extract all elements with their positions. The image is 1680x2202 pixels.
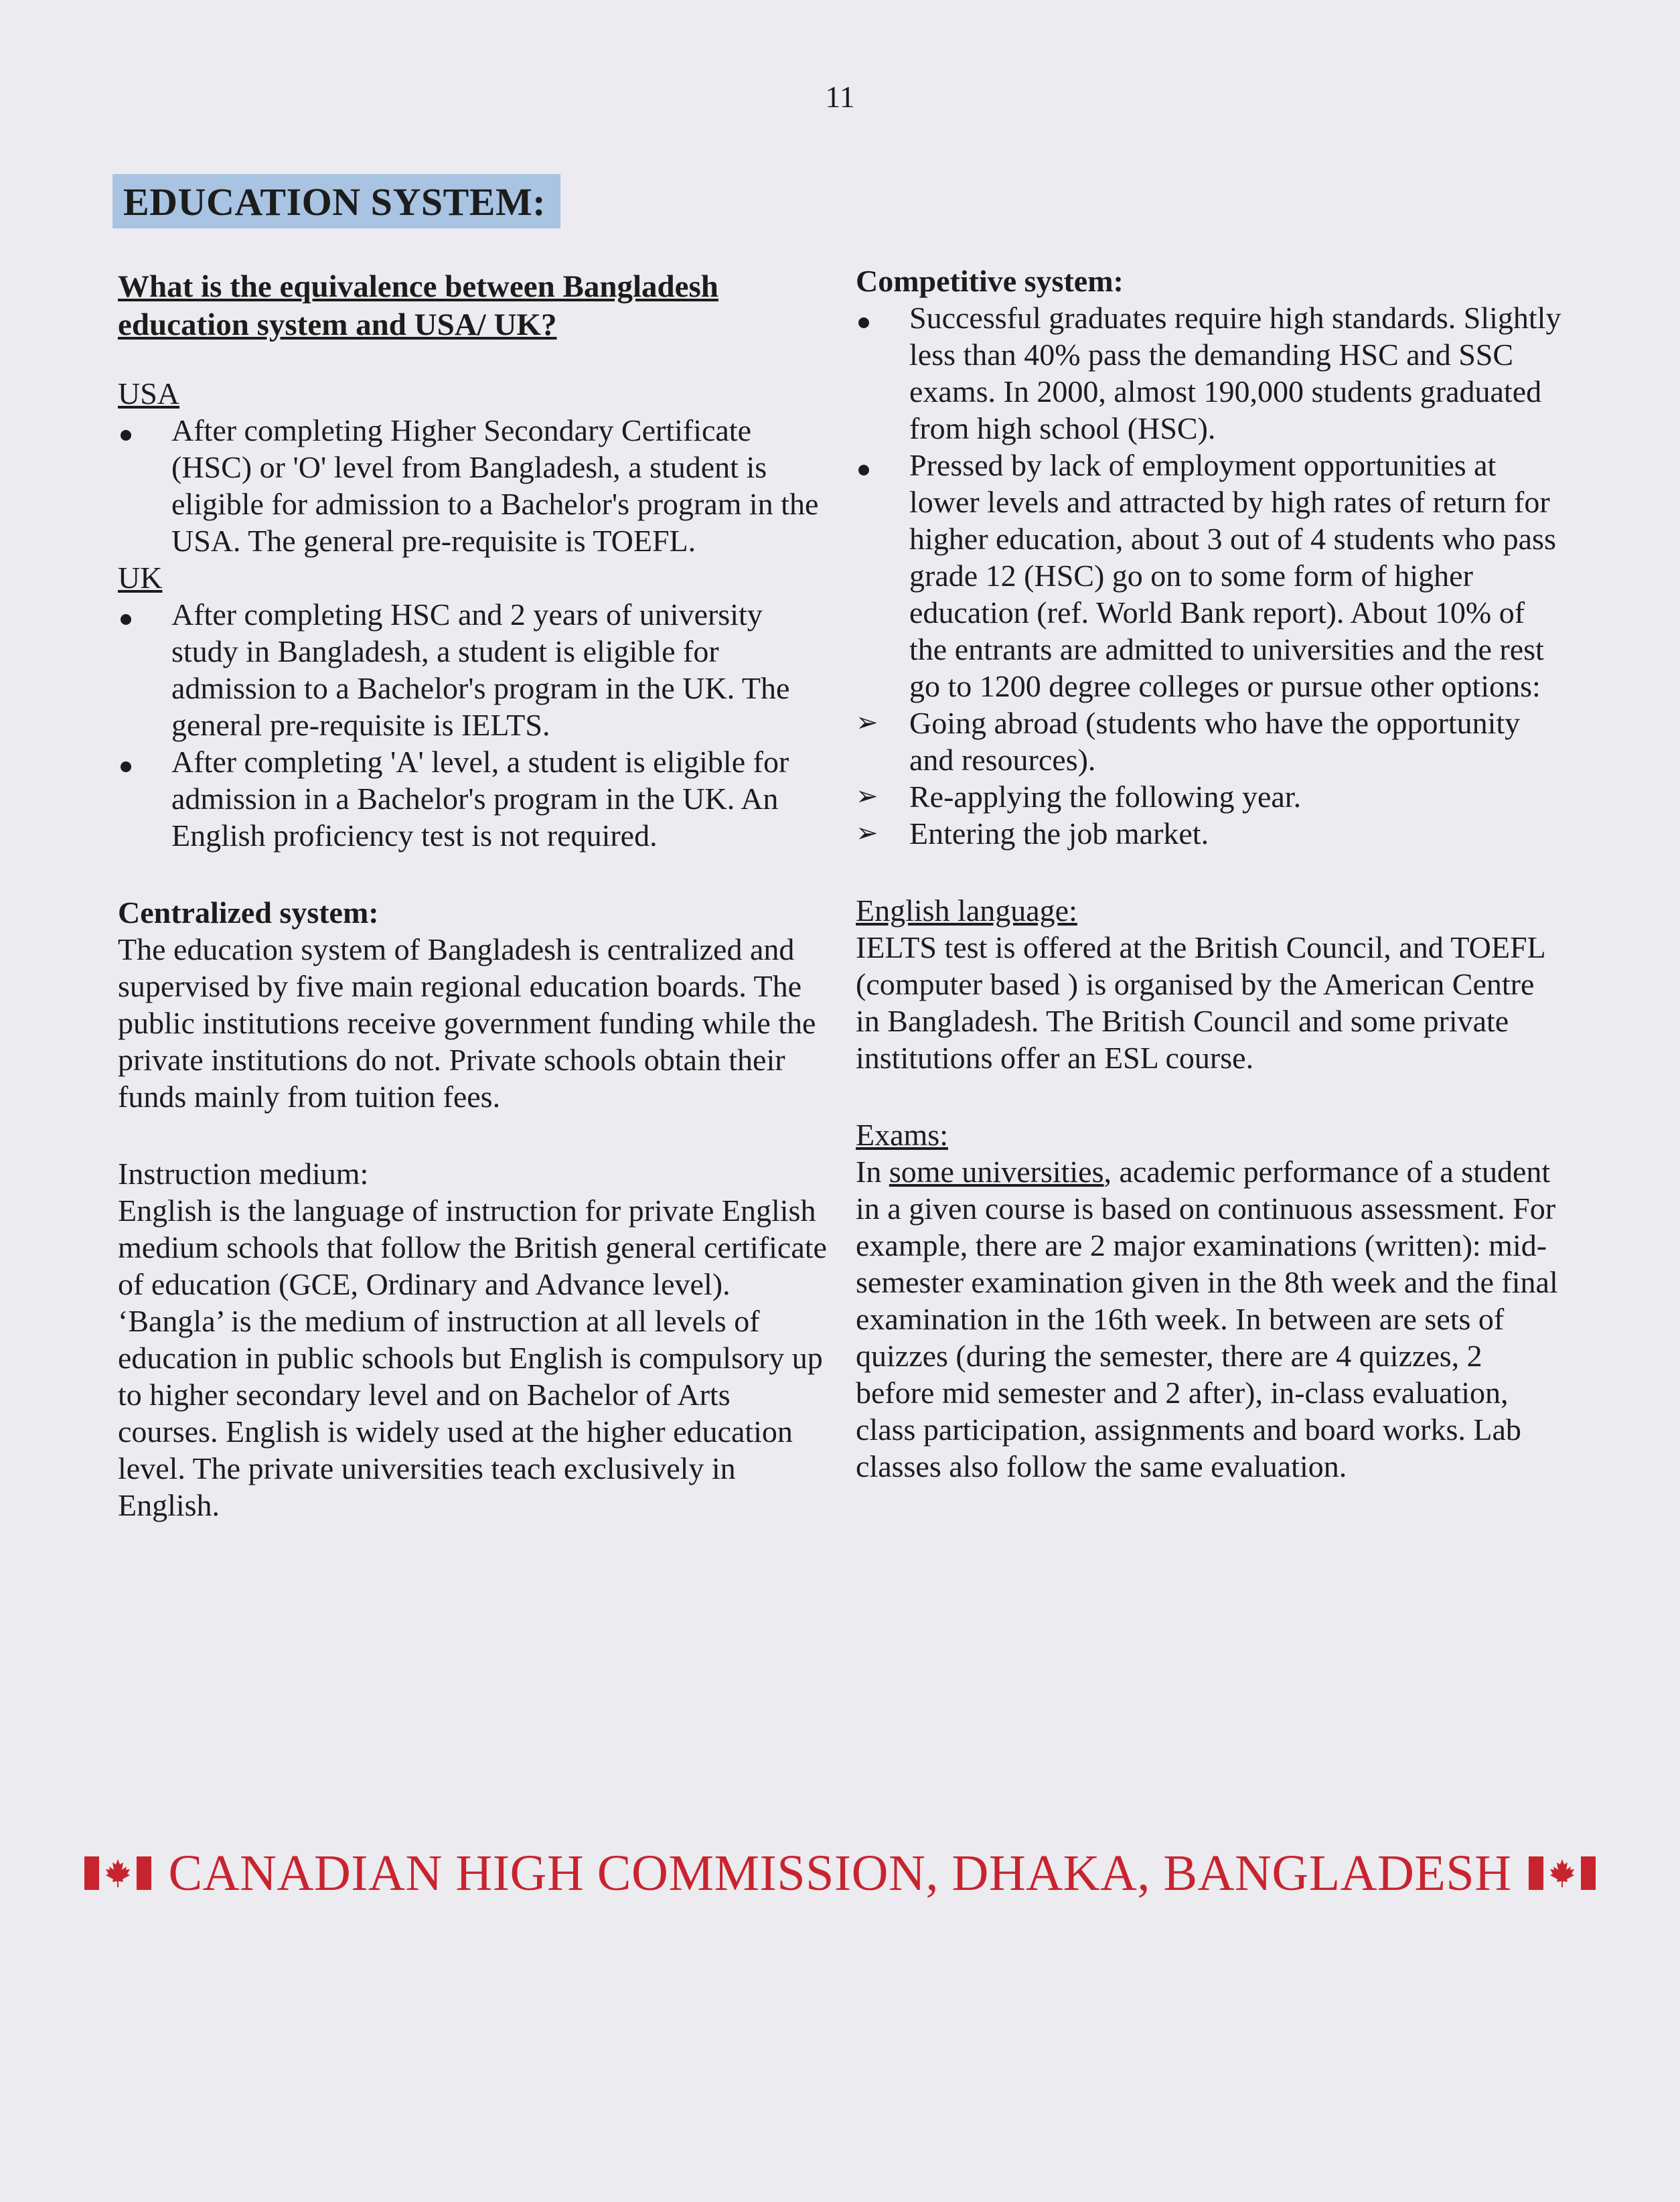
- bullet-icon: [858, 317, 869, 328]
- bullet-icon: [121, 430, 131, 441]
- footer-banner: [0, 1843, 1680, 1903]
- bullet-icon: [121, 761, 131, 772]
- options-list: [856, 705, 1566, 852]
- bullet-icon: [858, 465, 869, 475]
- arrow-right-icon: ➢: [856, 707, 879, 738]
- list-item: Successful graduates require high standards. Slightly less than 40% pass the demanding HSC and SSC exams. In 2000, almost 190,000 students graduated from high school (HSC).: [856, 299, 1566, 447]
- centralized-heading: Centralized system:: [118, 895, 379, 930]
- exams-heading: Exams:: [856, 1118, 948, 1152]
- uk-heading: UK: [118, 561, 163, 595]
- footer-text: CANADIAN HIGH COMMISSION, DHAKA, BANGLADESH: [168, 1844, 1512, 1901]
- equivalence-question: What is the equivalence between Bangladesh education system and USA/ UK?: [118, 269, 718, 342]
- competitive-heading: Competitive system:: [856, 264, 1124, 298]
- list-item: Pressed by lack of employment opportunities at lower levels and attracted by high rates of return for higher education, about 3 out of 4 students who pass grade 12 (HSC) go on to some form of higher education (ref. World Bank report). About 10% of the entrants are admitted to universities and the rest go to 1200 degree colleges or pursue other options:: [856, 447, 1566, 705]
- left-column: [118, 268, 828, 1524]
- list-item: After completing 'A' level, a student is eligible for admission in a Bachelor's program in the UK. An English proficiency test is not required.: [118, 743, 828, 854]
- instruction-text: English is the language of instruction for private English medium schools that follow the British general certificate of education (GCE, Ordinary and Advance level). ‘Bangla’ is the medium of instruction at all levels of education in public schools but English is compulsory up to higher secondary level and on Bachelor of Arts courses. English is widely used at the higher education level. The private universities teach exclusively in English.: [118, 1193, 827, 1522]
- list-item: After completing HSC and 2 years of university study in Bangladesh, a student is eligible for admission to a Bachelor's program in the UK. The general pre-requisite is IELTS.: [118, 596, 828, 743]
- list-item: ➢ Going abroad (students who have the opportunity and resources).: [856, 706, 1521, 777]
- english-heading: English language:: [856, 893, 1077, 928]
- right-column: [856, 263, 1566, 1485]
- arrow-right-icon: ➢: [856, 781, 879, 812]
- usa-list: [118, 412, 828, 559]
- english-text: IELTS test is offered at the British Council, and TOEFL (computer based ) is organised by the American Centre in Bangladesh. The British Council and some private institutions offer an ESL course.: [856, 930, 1545, 1075]
- list-item: After completing Higher Secondary Certificate (HSC) or 'O' level from Bangladesh, a student is eligible for admission to a Bachelor's program in the USA. The general pre-requisite is TOEFL.: [118, 412, 828, 559]
- centralized-text: The education system of Bangladesh is centralized and supervised by five main regional education boards. The public institutions receive government funding while the private institutions do not. Private schools obtain their funds mainly from tuition fees.: [118, 932, 816, 1114]
- page-title: EDUCATION SYSTEM:: [112, 174, 560, 228]
- canadian-flag-icon: [84, 1856, 151, 1890]
- uk-list: [118, 596, 828, 854]
- list-item: ➢ Entering the job market.: [856, 816, 1209, 851]
- usa-heading: USA: [118, 376, 180, 411]
- competitive-list: [856, 299, 1566, 705]
- list-item: ➢ Re-applying the following year.: [856, 780, 1302, 814]
- bullet-icon: [121, 614, 131, 625]
- page-number: 11: [825, 80, 855, 114]
- exams-text: In some universities, academic performance of a student in a given course is based on continuous assessment. For example, there are 2 major examinations (written): mid-semester examination given in the 8th week and the final examination in the 16th week. In between are sets of quizzes (during the semester, there are 4 quizzes, 2 before mid semester and 2 after), in-class evaluation, class participation, assignments and board works. Lab classes also follow the same evaluation.: [856, 1155, 1558, 1483]
- canadian-flag-icon: [1529, 1856, 1596, 1890]
- arrow-right-icon: ➢: [856, 818, 879, 849]
- instruction-heading: Instruction medium:: [118, 1157, 369, 1191]
